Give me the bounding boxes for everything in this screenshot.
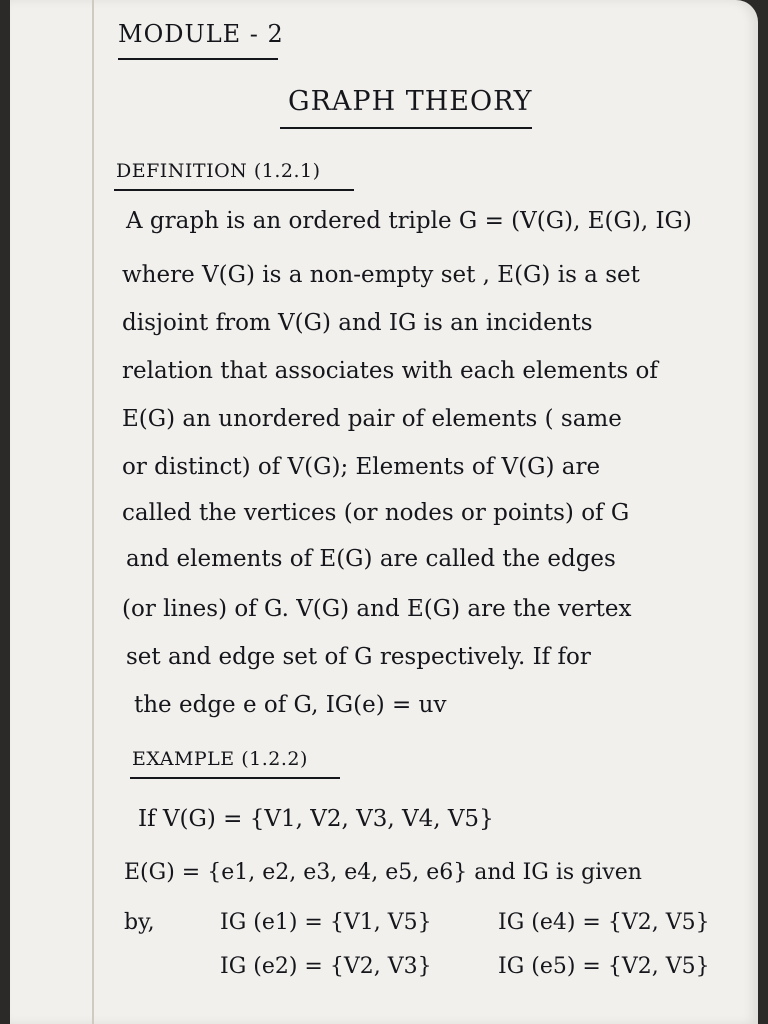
module-title: MODULE - 2 — [118, 20, 284, 48]
definition-line: disjoint from V(G) and IG is an incidents — [122, 310, 593, 336]
notebook-page — [10, 0, 758, 1024]
example-heading: EXAMPLE (1.2.2) — [132, 748, 308, 770]
page-title-underline — [280, 127, 532, 129]
example-line: by, — [124, 910, 155, 935]
definition-line: set and edge set of G respectively. If for — [126, 644, 591, 670]
example-line: IG (e1) = {V1, V5} — [220, 910, 432, 935]
example-line: IG (e2) = {V2, V3} — [220, 954, 432, 979]
example-line: IG (e5) = {V2, V5} — [498, 954, 710, 979]
definition-line: (or lines) of G. V(G) and E(G) are the vertex — [122, 596, 632, 622]
example-heading-underline — [130, 777, 340, 779]
module-title-underline — [118, 58, 278, 60]
definition-line: called the vertices (or nodes or points) of G — [122, 500, 630, 526]
margin-line — [92, 0, 94, 1024]
definition-line: or distinct) of V(G); Elements of V(G) are — [122, 454, 601, 480]
definition-heading-underline — [114, 189, 354, 191]
example-line: If V(G) = {V1, V2, V3, V4, V5} — [138, 806, 494, 832]
definition-line: relation that associates with each elements of — [122, 358, 658, 384]
definition-line: A graph is an ordered triple G = (V(G), E(G), IG) — [126, 208, 692, 234]
example-line: E(G) = {e1, e2, e3, e4, e5, e6} and IG is given — [124, 860, 642, 885]
definition-heading: DEFINITION (1.2.1) — [116, 160, 321, 182]
example-line: IG (e4) = {V2, V5} — [498, 910, 710, 935]
page-title: GRAPH THEORY — [288, 86, 533, 117]
definition-line: and elements of E(G) are called the edges — [126, 546, 616, 572]
definition-line: the edge e of G, IG(e) = uv — [134, 692, 447, 718]
definition-line: where V(G) is a non-empty set , E(G) is a set — [122, 262, 640, 288]
definition-line: E(G) an unordered pair of elements ( same — [122, 406, 622, 432]
